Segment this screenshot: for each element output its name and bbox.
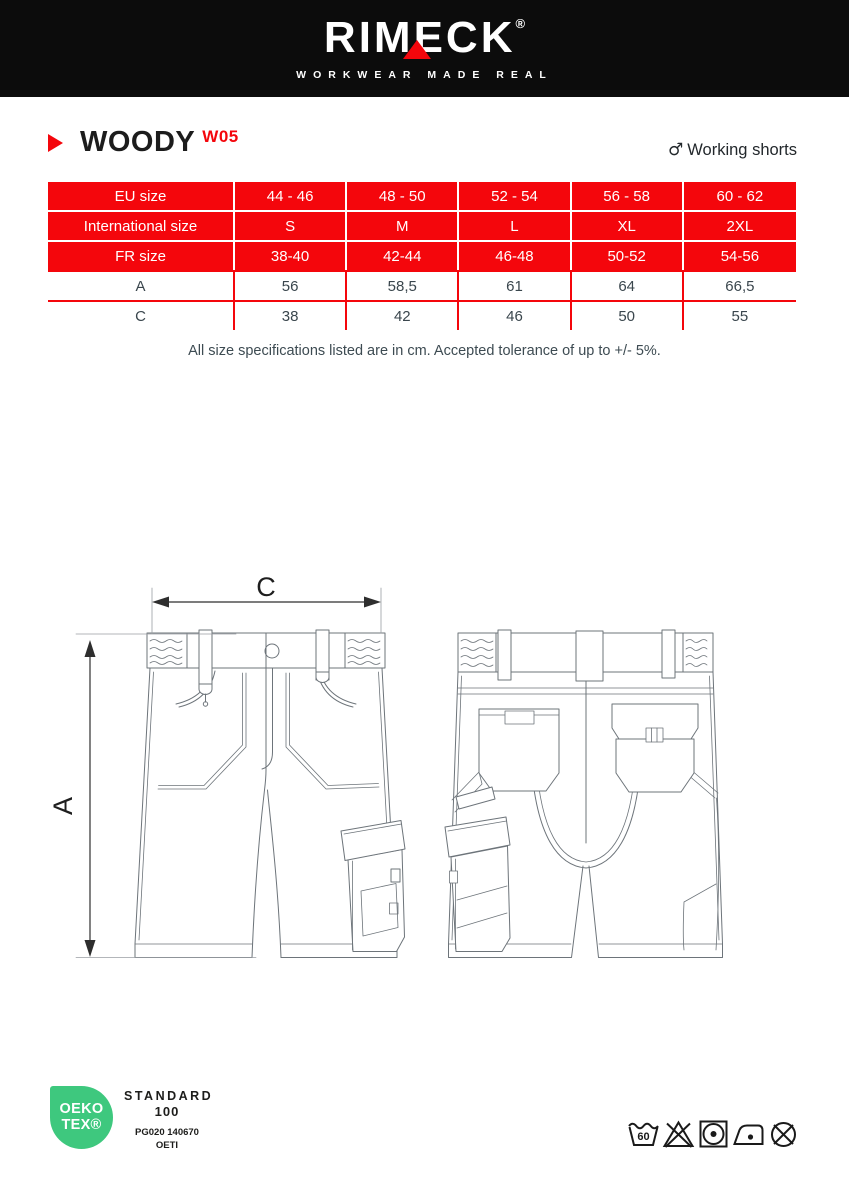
table-cell: 44 - 46 (235, 182, 347, 212)
table-cell: L (459, 212, 571, 242)
table-cell: S (235, 212, 347, 242)
oekotex-details (124, 1086, 214, 1151)
table-cell: 60 - 62 (684, 182, 796, 212)
page-title (80, 126, 239, 159)
oekotex-logo-icon (50, 1086, 113, 1149)
table-cell: 54-56 (684, 242, 796, 270)
oekotex-standard-number: 100 (154, 1104, 180, 1119)
wash-60-icon (627, 1117, 660, 1150)
table-cell: 56 - 58 (572, 182, 684, 212)
table-cell: 52 - 54 (459, 182, 571, 212)
technical-drawing (44, 555, 804, 985)
oekotex-logo-line1: OEKO (59, 1101, 104, 1118)
table-row-international-size (48, 212, 796, 242)
shorts-back-view (445, 630, 723, 958)
table-row-dimension-a (48, 270, 796, 300)
row-label: A (48, 270, 235, 300)
table-cell: 50 (572, 300, 684, 330)
shorts-front-view (135, 630, 405, 958)
table-cell: 61 (459, 270, 571, 300)
product-name: WOODY (80, 126, 196, 158)
brand-logo-text: RIMECK (323, 13, 516, 62)
do-not-bleach-icon (662, 1117, 695, 1150)
wash-temp-label: 60 (637, 1131, 650, 1143)
table-cell: 48 - 50 (347, 182, 459, 212)
size-note: All size specifications listed are in cm. Accepted tolerance of up to +/- 5%. (188, 343, 661, 359)
brand-logo (323, 13, 526, 62)
table-cell: 64 (572, 270, 684, 300)
table-cell: 2XL (684, 212, 796, 242)
care-symbols (627, 1117, 800, 1150)
row-label: International size (48, 212, 235, 242)
row-label: C (48, 300, 235, 330)
table-cell: 42 (347, 300, 459, 330)
male-gender-icon: ♂ (668, 140, 684, 160)
table-cell: 66,5 (684, 270, 796, 300)
product-category-label: Working shorts (687, 141, 797, 159)
oekotex-logo-line2: TEX® (61, 1116, 102, 1133)
title-bullet-icon (48, 134, 63, 152)
table-cell: 58,5 (347, 270, 459, 300)
oekotex-certificate-code: PG020 140670 (135, 1127, 199, 1138)
table-cell: 38-40 (235, 242, 347, 270)
iron-one-dot-icon (732, 1117, 765, 1150)
table-cell: 46 (459, 300, 571, 330)
table-row-dimension-c (48, 300, 796, 330)
dimension-label-a: A (48, 796, 78, 816)
product-code: W05 (202, 127, 239, 146)
dimension-label-c: C (256, 572, 276, 602)
oekotex-institute: OETI (155, 1140, 179, 1151)
brand-header (0, 0, 849, 97)
table-cell: 50-52 (572, 242, 684, 270)
row-label: EU size (48, 182, 235, 212)
table-cell: 38 (235, 300, 347, 330)
oekotex-certification (50, 1086, 214, 1151)
table-row-eu-size (48, 182, 796, 212)
table-cell: 56 (235, 270, 347, 300)
table-cell: 55 (684, 300, 796, 330)
tumble-dry-one-dot-icon (697, 1117, 730, 1150)
registered-mark: ® (515, 16, 526, 31)
size-table (48, 182, 796, 330)
table-cell: 42-44 (347, 242, 459, 270)
oekotex-standard-word: STANDARD (124, 1089, 214, 1103)
brand-tagline: WORKWEAR MADE REAL (296, 69, 553, 81)
table-cell: 46-48 (459, 242, 571, 270)
product-category (668, 140, 797, 160)
table-cell: XL (572, 212, 684, 242)
row-label: FR size (48, 242, 235, 270)
table-row-fr-size (48, 242, 796, 270)
logo-m-triangle-icon (403, 40, 431, 59)
table-cell: M (347, 212, 459, 242)
do-not-dry-clean-icon (767, 1117, 800, 1150)
